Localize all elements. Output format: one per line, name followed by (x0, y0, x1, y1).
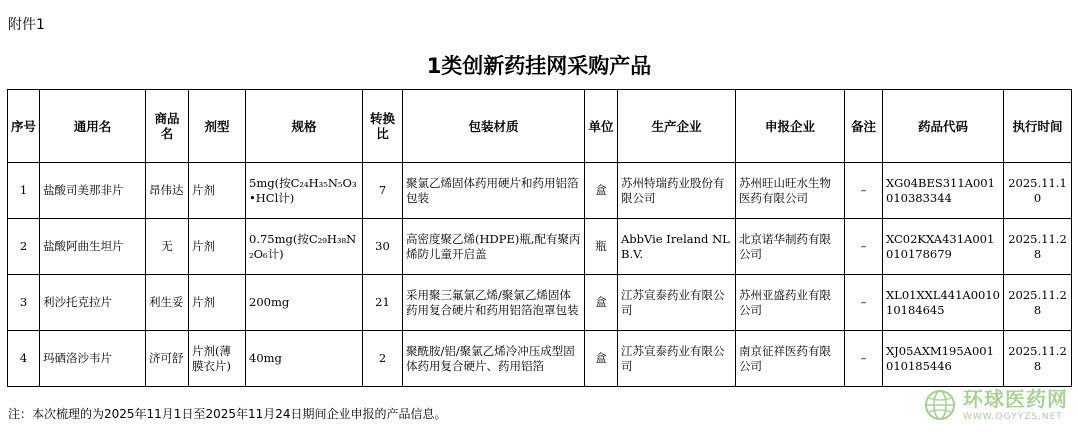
cell-ratio: 21 (363, 275, 403, 331)
cell-generic-name: 利沙托克拉片 (40, 275, 146, 331)
header-date: 执行时间 (1004, 90, 1072, 163)
cell-date: 2025.11.28 (1004, 331, 1072, 387)
table-row (8, 163, 1072, 219)
header-no: 序号 (8, 90, 40, 163)
header-brand: 商品名 (146, 90, 189, 163)
header-remark: 备注 (845, 90, 883, 163)
cell-brand: 无 (146, 219, 189, 275)
cell-form: 片剂(薄膜衣片) (189, 331, 246, 387)
cell-no: 4 (8, 331, 40, 387)
annex-label: 附件1 (8, 17, 45, 33)
cell-remark: – (845, 219, 883, 275)
page-title: 1类创新药挂网采购产品 (426, 54, 652, 78)
cell-code: XG04BES311A001010383344 (883, 163, 1004, 219)
table-row (8, 331, 1072, 387)
cell-packaging: 高密度聚乙烯(HDPE)瓶,配有聚丙烯防儿童开启盖 (403, 219, 585, 275)
watermark-url: WWW.QGYYZS.NET (963, 411, 1063, 422)
product-table (7, 89, 1072, 387)
footnote: 注：本次梳理的为2025年11月1日至2025年11月24日期间企业申报的产品信息。 (8, 407, 447, 421)
header-spec: 规格 (246, 90, 363, 163)
cell-packaging: 聚酰胺/铝/聚氯乙烯冷冲压成型固体药用复合硬片、药用铝箔 (403, 331, 585, 387)
cell-remark: – (845, 331, 883, 387)
watermark-text: 环球医药网 (963, 386, 1068, 411)
header-form: 剂型 (189, 90, 246, 163)
cell-form: 片剂 (189, 275, 246, 331)
table-row (8, 219, 1072, 275)
cell-applicant: 北京诺华制药有限公司 (736, 219, 845, 275)
cell-spec: 200mg (246, 275, 363, 331)
cell-brand: 昂伟达 (146, 163, 189, 219)
cell-unit: 盒 (585, 275, 618, 331)
cell-applicant: 南京征祥医药有限公司 (736, 331, 845, 387)
cell-generic-name: 玛硒洛沙韦片 (40, 331, 146, 387)
cell-spec: 5mg(按C₂₄H₃₅N₅O₃•HCl计) (246, 163, 363, 219)
cell-spec: 0.75mg(按C₂₉H₃₈N₂O₆计) (246, 219, 363, 275)
header-ratio: 转换比 (363, 90, 403, 163)
cell-unit: 盒 (585, 331, 618, 387)
table-header-row (8, 90, 1072, 163)
cell-ratio: 30 (363, 219, 403, 275)
cell-packaging: 聚氯乙烯固体药用硬片和药用铝箔包装 (403, 163, 585, 219)
header-generic-name: 通用名 (40, 90, 146, 163)
cell-applicant: 苏州亚盛药业有限公司 (736, 275, 845, 331)
cell-manufacturer: AbbVie Ireland NL B.V. (618, 219, 736, 275)
watermark-logo (923, 388, 1068, 422)
header-applicant: 申报企业 (736, 90, 845, 163)
cell-form: 片剂 (189, 163, 246, 219)
header-code: 药品代码 (883, 90, 1004, 163)
cell-remark: – (845, 163, 883, 219)
cell-ratio: 2 (363, 331, 403, 387)
cell-no: 2 (8, 219, 40, 275)
cell-spec: 40mg (246, 331, 363, 387)
cell-code: XL01XXL441A001010184645 (883, 275, 1004, 331)
cell-date: 2025.11.28 (1004, 219, 1072, 275)
cell-date: 2025.11.10 (1004, 163, 1072, 219)
cell-no: 1 (8, 163, 40, 219)
header-packaging: 包装材质 (403, 90, 585, 163)
cell-generic-name: 盐酸阿曲生坦片 (40, 219, 146, 275)
cell-no: 3 (8, 275, 40, 331)
cell-date: 2025.11.28 (1004, 275, 1072, 331)
cell-applicant: 苏州旺山旺水生物医药有限公司 (736, 163, 845, 219)
header-manufacturer: 生产企业 (618, 90, 736, 163)
globe-icon (923, 388, 957, 422)
cell-manufacturer: 江苏宣泰药业有限公司 (618, 275, 736, 331)
header-unit: 单位 (585, 90, 618, 163)
cell-generic-name: 盐酸司美那非片 (40, 163, 146, 219)
cell-remark: – (845, 275, 883, 331)
cell-unit: 瓶 (585, 219, 618, 275)
cell-unit: 盒 (585, 163, 618, 219)
cell-packaging: 采用聚三氟氯乙烯/聚氯乙烯固体药用复合硬片和药用铝箔泡罩包装 (403, 275, 585, 331)
cell-code: XJ05AXM195A001010185446 (883, 331, 1004, 387)
cell-manufacturer: 江苏宣泰药业有限公司 (618, 331, 736, 387)
cell-code: XC02KXA431A001010178679 (883, 219, 1004, 275)
cell-brand: 利生妥 (146, 275, 189, 331)
cell-brand: 济可舒 (146, 331, 189, 387)
cell-manufacturer: 苏州特瑞药业股份有限公司 (618, 163, 736, 219)
cell-form: 片剂 (189, 219, 246, 275)
table-row (8, 275, 1072, 331)
cell-ratio: 7 (363, 163, 403, 219)
